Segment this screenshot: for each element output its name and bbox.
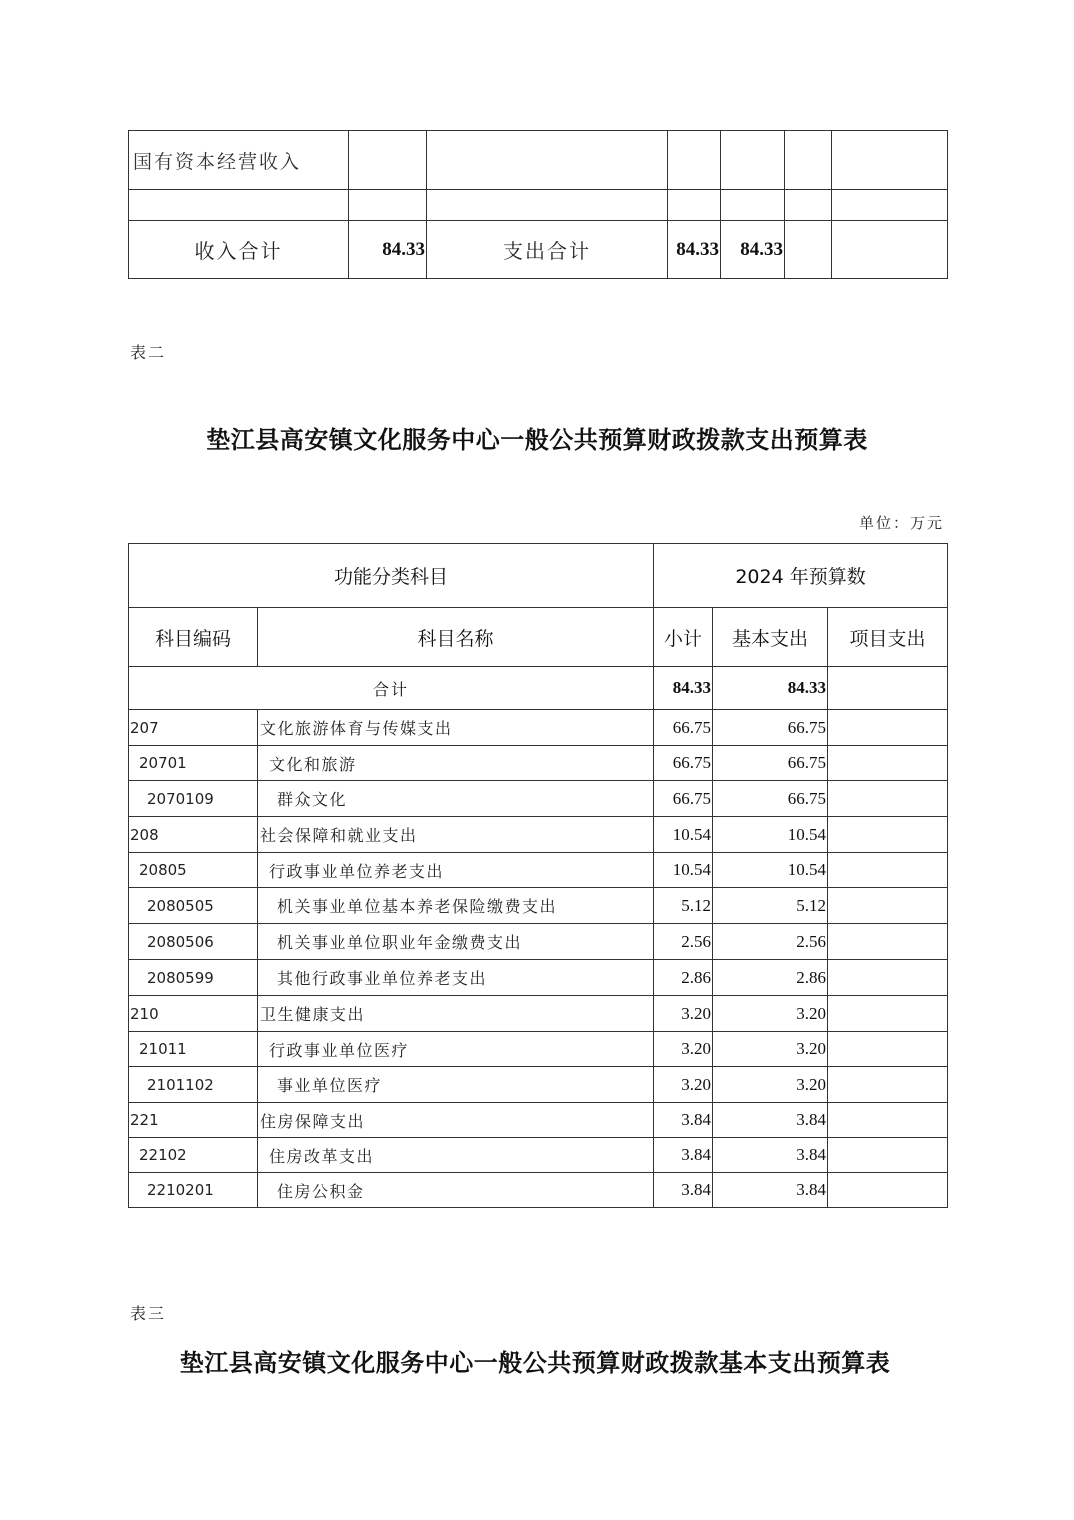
subject-name: 文化旅游体育与传媒支出 bbox=[258, 710, 654, 746]
total-row bbox=[129, 221, 948, 279]
subject-name: 机关事业单位职业年金缴费支出 bbox=[258, 924, 654, 960]
header-function-category: 功能分类科目 bbox=[129, 544, 654, 608]
basic-value: 10.54 bbox=[713, 817, 828, 853]
project-value bbox=[828, 960, 948, 996]
header-name: 科目名称 bbox=[258, 608, 654, 667]
project-value bbox=[828, 710, 948, 746]
subtotal-value: 3.84 bbox=[654, 1138, 713, 1173]
total-project bbox=[828, 667, 948, 710]
project-value bbox=[828, 1103, 948, 1138]
subtotal-value: 3.20 bbox=[654, 996, 713, 1032]
subject-code: 221 bbox=[129, 1103, 258, 1138]
table2-title: 垫江县高安镇文化服务中心一般公共预算财政拨款支出预算表 bbox=[206, 425, 868, 454]
table3-title: 垫江县高安镇文化服务中心一般公共预算财政拨款基本支出预算表 bbox=[179, 1348, 891, 1377]
project-value bbox=[828, 996, 948, 1032]
subtotal-value: 3.84 bbox=[654, 1173, 713, 1208]
table-row bbox=[129, 746, 948, 781]
subject-name: 住房公积金 bbox=[258, 1173, 654, 1208]
subject-code: 2070109 bbox=[129, 781, 258, 817]
row-label-state-capital: 国有资本经营收入 bbox=[129, 131, 349, 190]
subject-code: 20701 bbox=[129, 746, 258, 781]
total-basic: 84.33 bbox=[713, 667, 828, 710]
table-row bbox=[129, 1173, 948, 1208]
basic-value: 3.20 bbox=[713, 1032, 828, 1067]
subtotal-value: 66.75 bbox=[654, 781, 713, 817]
table-row bbox=[129, 1103, 948, 1138]
subject-code: 22102 bbox=[129, 1138, 258, 1173]
subject-name: 行政事业单位医疗 bbox=[258, 1032, 654, 1067]
subject-name: 其他行政事业单位养老支出 bbox=[258, 960, 654, 996]
header-project: 项目支出 bbox=[828, 608, 948, 667]
basic-value: 3.20 bbox=[713, 996, 828, 1032]
project-value bbox=[828, 853, 948, 888]
basic-value: 66.75 bbox=[713, 781, 828, 817]
subject-name: 社会保障和就业支出 bbox=[258, 817, 654, 853]
subject-name: 住房保障支出 bbox=[258, 1103, 654, 1138]
subtotal-value: 3.20 bbox=[654, 1067, 713, 1103]
subtotal-value: 5.12 bbox=[654, 888, 713, 924]
subject-code: 2080506 bbox=[129, 924, 258, 960]
project-value bbox=[828, 1173, 948, 1208]
project-value bbox=[828, 1032, 948, 1067]
unit-label: 单位：万元 bbox=[858, 514, 944, 532]
header-code: 科目编码 bbox=[129, 608, 258, 667]
subtotal-value: 2.56 bbox=[654, 924, 713, 960]
header-row bbox=[129, 608, 948, 667]
subject-name: 卫生健康支出 bbox=[258, 996, 654, 1032]
basic-value: 2.86 bbox=[713, 960, 828, 996]
income-expense-table bbox=[128, 130, 948, 279]
table2-caption: 表二 bbox=[130, 343, 167, 362]
table-row bbox=[129, 996, 948, 1032]
project-value bbox=[828, 817, 948, 853]
table-row bbox=[129, 960, 948, 996]
total-label: 合计 bbox=[129, 667, 654, 710]
subtotal-value: 66.75 bbox=[654, 710, 713, 746]
project-value bbox=[828, 1138, 948, 1173]
subject-code: 208 bbox=[129, 817, 258, 853]
basic-value: 10.54 bbox=[713, 853, 828, 888]
total-row bbox=[129, 667, 948, 710]
subtotal-value: 10.54 bbox=[654, 817, 713, 853]
table-row bbox=[129, 710, 948, 746]
expenditure-rows bbox=[129, 710, 948, 1208]
subject-name: 住房改革支出 bbox=[258, 1138, 654, 1173]
project-value bbox=[828, 781, 948, 817]
table-row bbox=[129, 1067, 948, 1103]
subject-code: 2080599 bbox=[129, 960, 258, 996]
expense-total-label: 支出合计 bbox=[427, 221, 668, 279]
subtotal-value: 3.84 bbox=[654, 1103, 713, 1138]
table-row bbox=[129, 131, 948, 190]
subtotal-value: 2.86 bbox=[654, 960, 713, 996]
basic-value: 5.12 bbox=[713, 888, 828, 924]
project-value bbox=[828, 746, 948, 781]
header-basic: 基本支出 bbox=[713, 608, 828, 667]
table-row bbox=[129, 888, 948, 924]
project-value bbox=[828, 1067, 948, 1103]
subtotal-value: 3.20 bbox=[654, 1032, 713, 1067]
subject-code: 2101102 bbox=[129, 1067, 258, 1103]
table-row bbox=[129, 1138, 948, 1173]
project-value bbox=[828, 888, 948, 924]
subject-code: 2080505 bbox=[129, 888, 258, 924]
project-value bbox=[828, 924, 948, 960]
table-row bbox=[129, 1032, 948, 1067]
subject-name: 群众文化 bbox=[258, 781, 654, 817]
expense-total-value-basic: 84.33 bbox=[721, 221, 785, 279]
basic-value: 66.75 bbox=[713, 710, 828, 746]
subject-name: 文化和旅游 bbox=[258, 746, 654, 781]
expense-total-value: 84.33 bbox=[668, 221, 721, 279]
table3-caption: 表三 bbox=[130, 1304, 167, 1323]
total-subtotal: 84.33 bbox=[654, 667, 713, 710]
table-row bbox=[129, 924, 948, 960]
table-row bbox=[129, 853, 948, 888]
subtotal-value: 66.75 bbox=[654, 746, 713, 781]
table-row bbox=[129, 817, 948, 853]
subject-code: 21011 bbox=[129, 1032, 258, 1067]
subject-code: 210 bbox=[129, 996, 258, 1032]
subject-name: 机关事业单位基本养老保险缴费支出 bbox=[258, 888, 654, 924]
subject-name: 行政事业单位养老支出 bbox=[258, 853, 654, 888]
basic-value: 3.84 bbox=[713, 1138, 828, 1173]
subject-code: 20805 bbox=[129, 853, 258, 888]
header-subtotal: 小计 bbox=[654, 608, 713, 667]
expenditure-table bbox=[128, 543, 948, 1208]
basic-value: 2.56 bbox=[713, 924, 828, 960]
table-row bbox=[129, 781, 948, 817]
subject-name: 事业单位医疗 bbox=[258, 1067, 654, 1103]
basic-value: 3.20 bbox=[713, 1067, 828, 1103]
header-row-group bbox=[129, 544, 948, 608]
subject-code: 207 bbox=[129, 710, 258, 746]
subtotal-value: 10.54 bbox=[654, 853, 713, 888]
header-budget-year: 2024 年预算数 bbox=[654, 544, 948, 608]
subject-code: 2210201 bbox=[129, 1173, 258, 1208]
basic-value: 66.75 bbox=[713, 746, 828, 781]
income-total-value: 84.33 bbox=[349, 221, 427, 279]
basic-value: 3.84 bbox=[713, 1173, 828, 1208]
table-row bbox=[129, 190, 948, 221]
income-total-label: 收入合计 bbox=[129, 221, 349, 279]
basic-value: 3.84 bbox=[713, 1103, 828, 1138]
row-label-empty bbox=[129, 190, 349, 221]
